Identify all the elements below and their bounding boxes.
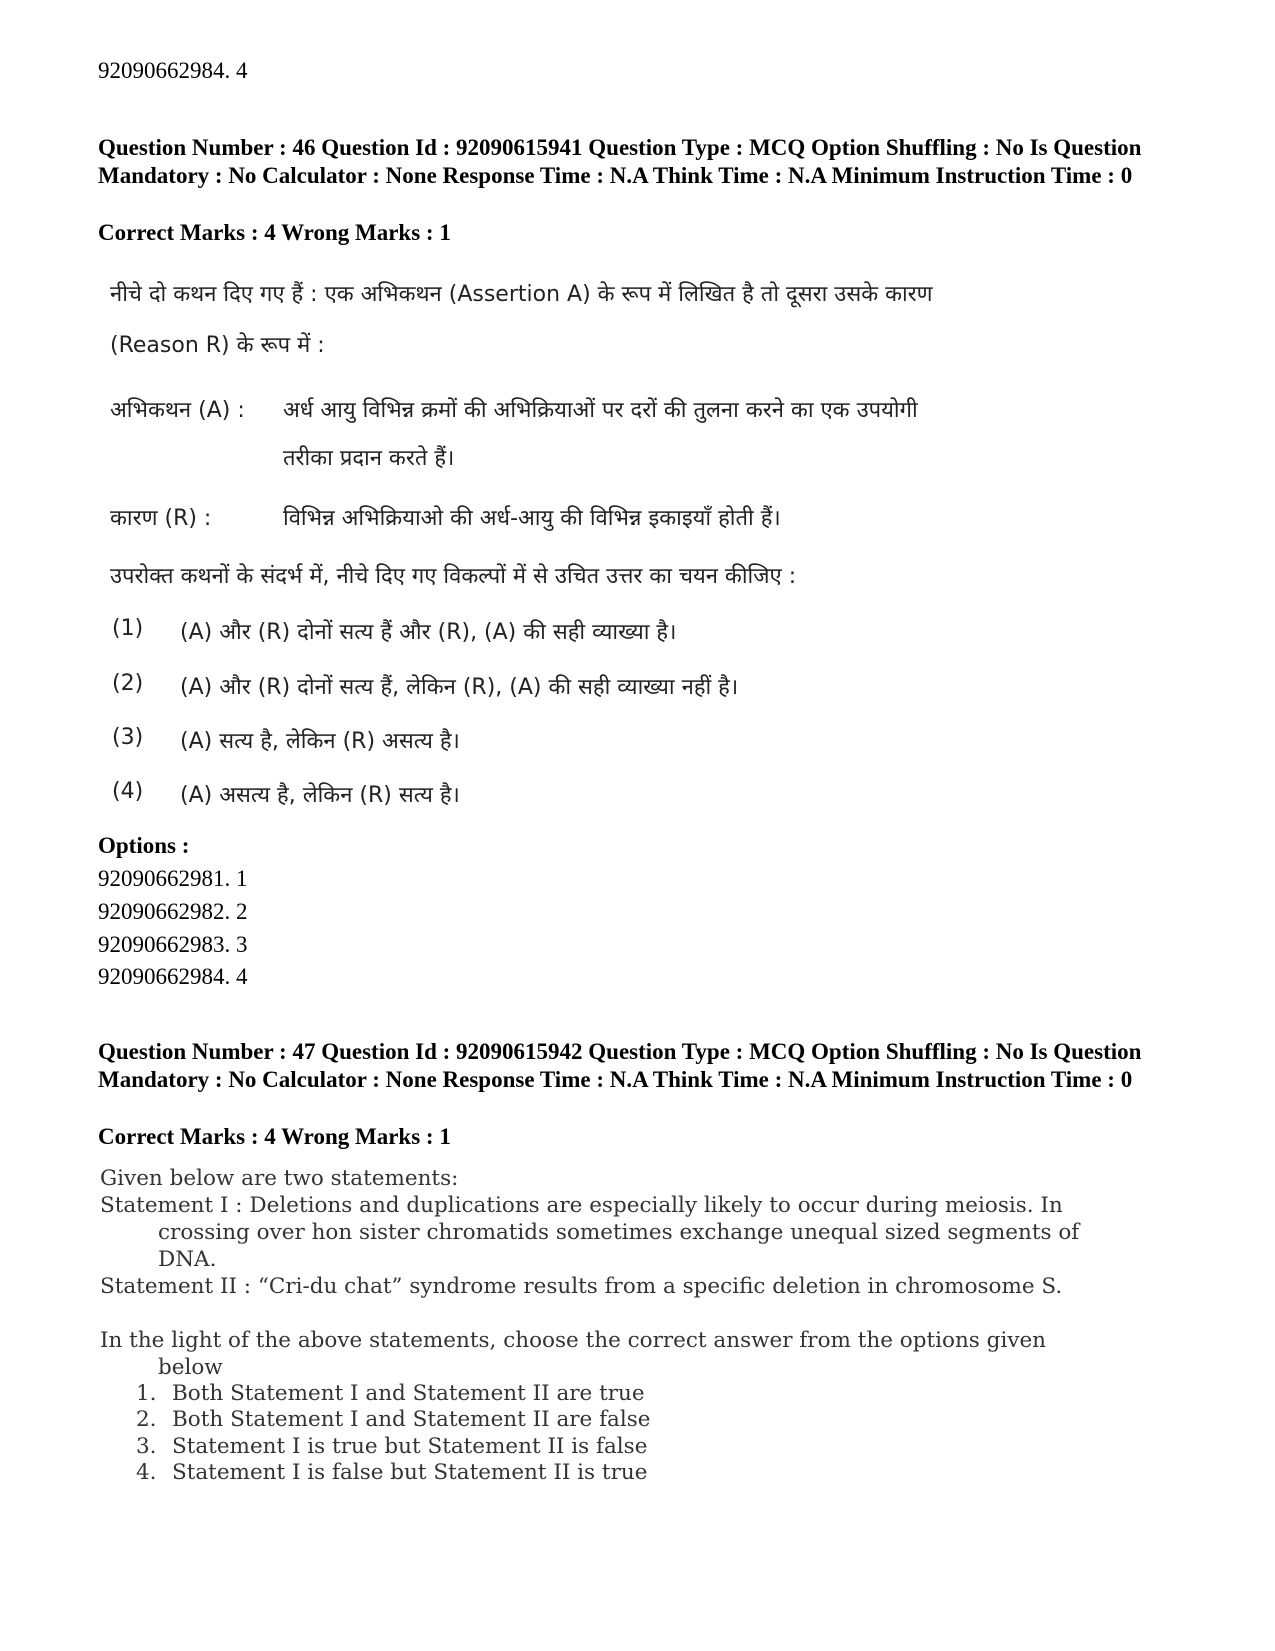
q47-choice-2-number: 2.	[136, 1407, 157, 1432]
q46-marks: Correct Marks : 4 Wrong Marks : 1	[98, 220, 451, 245]
q46-choice-1-number: (1)	[112, 616, 144, 641]
q47-given-line: Given below are two statements:	[100, 1166, 459, 1191]
q47-statement-1-line-3: DNA.	[158, 1247, 217, 1272]
previous-answer-line: 92090662984. 4	[98, 58, 248, 83]
q46-option-1: 92090662981. 1	[98, 866, 248, 891]
q47-choice-1-text: Both Statement I and Statement II are true	[172, 1381, 645, 1406]
q46-assertion-line-2: तरीका प्रदान करते हैं।	[283, 446, 455, 471]
q46-choice-2-number: (2)	[112, 671, 144, 696]
q46-choice-1-text: (A) और (R) दोनों सत्य हैं और (R), (A) की सही व्याख्या है।	[180, 620, 677, 645]
q46-choice-2-text: (A) और (R) दोनों सत्य हैं, लेकिन (R), (A) की सही व्याख्या नहीं है।	[180, 675, 739, 700]
q46-choice-3-number: (3)	[112, 725, 144, 750]
q46-intro-line-2: (Reason R) के रूप में :	[110, 333, 325, 358]
q46-choice-4-number: (4)	[112, 779, 144, 804]
q47-marks: Correct Marks : 4 Wrong Marks : 1	[98, 1124, 451, 1149]
q46-assertion-label: अभिकथन (A) :	[110, 398, 245, 423]
q46-choice-4-text: (A) असत्य है, लेकिन (R) सत्य है।	[180, 783, 460, 808]
q47-choice-4-text: Statement I is false but Statement II is true	[172, 1460, 648, 1485]
q47-choice-1-number: 1.	[136, 1381, 157, 1406]
q47-statement-2: Statement II : “Cri-du chat” syndrome results from a specific deletion in chromosome S.	[100, 1274, 1063, 1299]
q47-instruction-line-1: In the light of the above statements, choose the correct answer from the options given	[100, 1328, 1047, 1353]
q46-option-3: 92090662983. 3	[98, 932, 248, 957]
q47-meta: Question Number : 47 Question Id : 92090615942 Question Type : MCQ Option Shuffling : No Is Question Mandatory : No Calculator : None Response Time : N.A Think Time : N.A Minimum Instruction Time : 0	[98, 1039, 1142, 1092]
q47-statement-1-line-1: Statement I : Deletions and duplications are especially likely to occur during meiosis. In	[100, 1193, 1063, 1218]
q46-instruction: उपरोक्त कथनों के संदर्भ में, नीचे दिए गए विकल्पों में से उचित उत्तर का चयन कीजिए :	[110, 564, 797, 589]
q46-options-heading: Options :	[98, 833, 190, 858]
q46-reason-label: कारण (R) :	[110, 506, 212, 531]
q46-reason-text: विभिन्न अभिक्रियाओ की अर्ध-आयु की विभिन्न इकाइयाँ होती हैं।	[283, 506, 781, 531]
q46-intro-line-1: नीचे दो कथन दिए गए हैं : एक अभिकथन (Assertion A) के रूप में लिखित है तो दूसरा उसके कारण	[110, 282, 933, 307]
q46-choice-3-text: (A) सत्य है, लेकिन (R) असत्य है।	[180, 729, 460, 754]
q46-meta: Question Number : 46 Question Id : 92090615941 Question Type : MCQ Option Shuffling : No Is Question Mandatory : No Calculator : None Response Time : N.A Think Time : N.A Minimum Instruction Time : 0	[98, 135, 1142, 188]
q47-choice-4-number: 4.	[136, 1460, 157, 1485]
q47-choice-3-text: Statement I is true but Statement II is false	[172, 1434, 648, 1459]
q47-choice-3-number: 3.	[136, 1434, 157, 1459]
q46-option-2: 92090662982. 2	[98, 899, 248, 924]
q46-option-4: 92090662984. 4	[98, 964, 248, 989]
q46-assertion-line-1: अर्ध आयु विभिन्न क्रमों की अभिक्रियाओं पर दरों की तुलना करने का एक उपयोगी	[283, 398, 918, 423]
q47-choice-2-text: Both Statement I and Statement II are false	[172, 1407, 651, 1432]
q47-instruction-line-2: below	[158, 1355, 223, 1380]
q47-statement-1-line-2: crossing over hon sister chromatids sometimes exchange unequal sized segments of	[158, 1220, 1080, 1245]
